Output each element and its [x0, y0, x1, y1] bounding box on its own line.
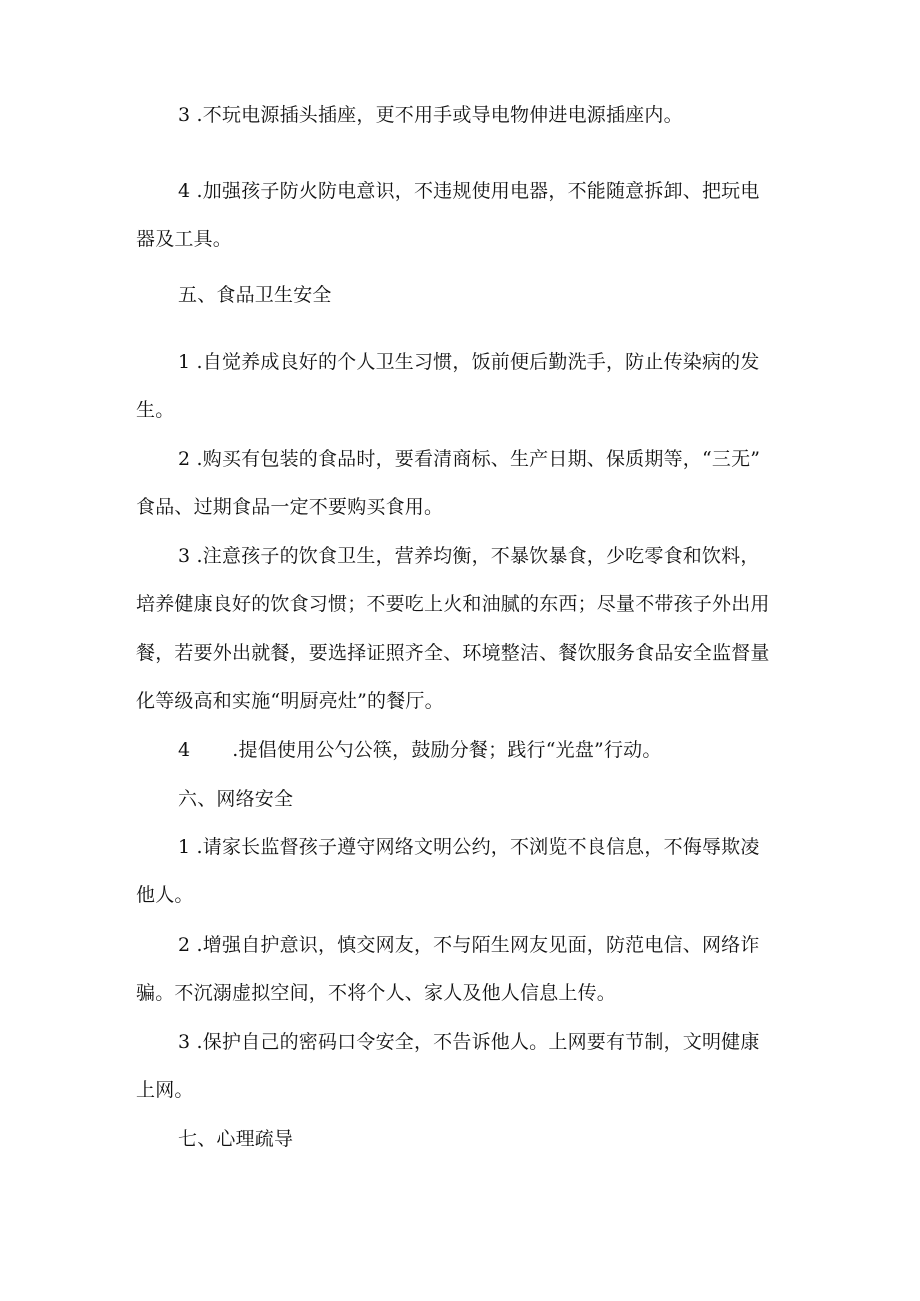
section-heading-network-safety: 六、网络安全	[178, 788, 294, 810]
item-2-continuation: 食品、过期食品一定不要购买食用。	[136, 496, 444, 518]
item-2-self-protection: 2 .增强自护意识，慎交网友，不与陌生网友见面，防范电信、网络诈	[178, 934, 760, 956]
item-3-continuation: 上网。	[136, 1079, 194, 1101]
section-heading-psychological-guidance: 七、心理疏导	[178, 1128, 294, 1150]
item-1-network-civility: 1 .请家长监督孩子遵守网络文明公约，不浏览不良信息，不侮辱欺凌	[178, 836, 760, 858]
item-4-public-chopsticks	[178, 738, 662, 762]
item-3-diet-hygiene: 3 .注意孩子的饮食卫生，营养均衡，不暴饮暴食，少吃零食和饮料，	[178, 545, 760, 567]
item-4-text: .提倡使用公勺公筷，鼓励分餐；践行“光盘”行动。	[232, 739, 662, 761]
item-2-packaged-food: 2 .购买有包装的食品时，要看清商标、生产日期、保质期等，“三无”	[178, 448, 761, 470]
item-3-electric-socket: 3 .不玩电源插头插座，更不用手或导电物伸进电源插座内。	[178, 104, 683, 126]
item-3-continuation-c: 化等级高和实施“明厨亮灶”的餐厅。	[136, 690, 444, 712]
item-1-hygiene-habits: 1 .自觉养成良好的个人卫生习惯，饭前便后勤洗手，防止传染病的发	[178, 351, 760, 373]
item-1-continuation: 他人。	[136, 884, 194, 906]
item-1-continuation: 生。	[136, 399, 175, 421]
item-4-fire-electric-awareness: 4 .加强孩子防火防电意识，不违规使用电器，不能随意拆卸、把玩电	[178, 180, 760, 202]
item-4-continuation: 器及工具。	[136, 228, 233, 250]
item-3-continuation-a: 培养健康良好的饮食习惯；不要吃上火和油腻的东西；尽量不带孩子外出用	[136, 593, 770, 615]
item-2-continuation: 骗。不沉溺虚拟空间，不将个人、家人及他人信息上传。	[136, 982, 617, 1004]
item-3-continuation-b: 餐，若要外出就餐，要选择证照齐全、环境整洁、餐饮服务食品安全监督量	[136, 642, 770, 664]
item-4-number: 4	[178, 739, 191, 761]
section-heading-food-safety: 五、食品卫生安全	[178, 284, 332, 306]
item-3-password-safety: 3 .保护自己的密码口令安全，不告诉他人。上网要有节制，文明健康	[178, 1031, 760, 1053]
